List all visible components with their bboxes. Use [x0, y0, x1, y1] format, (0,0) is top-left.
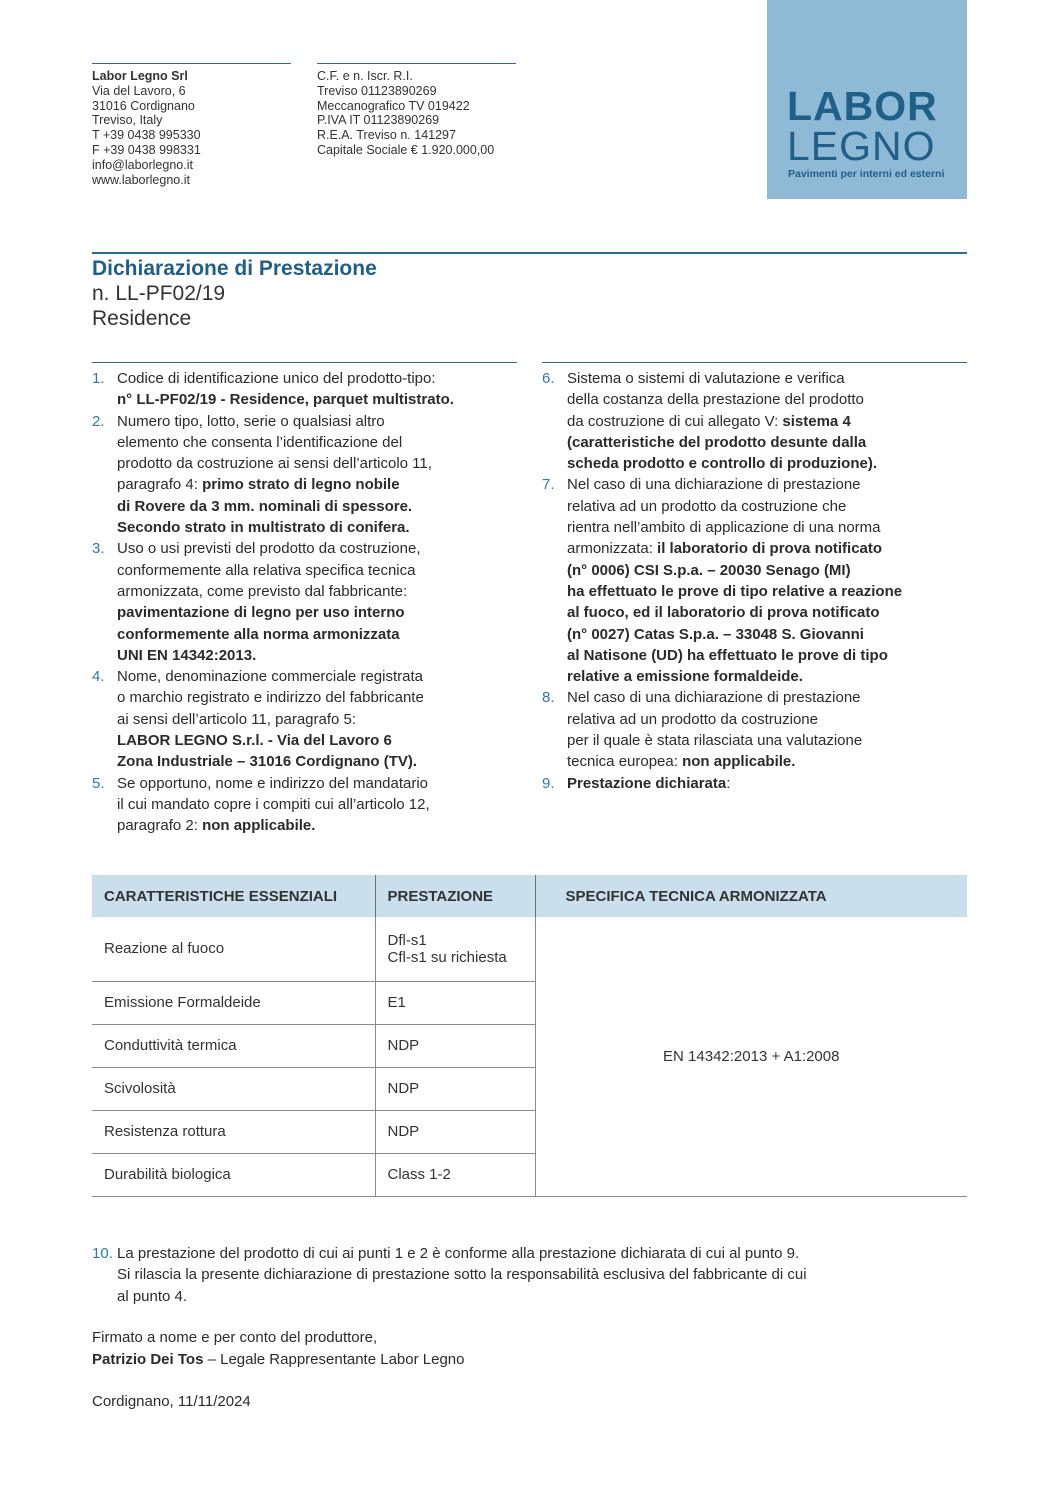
item-text: Zona Industriale – 31016 Cordignano (TV). — [117, 753, 418, 771]
item-line — [567, 560, 967, 581]
item-10-line: al punto 4. — [117, 1287, 188, 1305]
right-column-rule — [542, 362, 967, 363]
signatory-name: Patrizio Dei Tos — [92, 1351, 204, 1368]
cell-characteristic: Durabilità biologica — [92, 1153, 375, 1196]
performance-value: NDP — [387, 1037, 420, 1054]
company-name: Labor Legno Srl — [92, 69, 188, 83]
item-text: primo strato di legno nobile — [202, 476, 400, 494]
cell-performance — [375, 1153, 535, 1196]
item-line — [117, 815, 517, 836]
item-10-line: Si rilascia la presente dichiarazione di prestazione sotto la responsabilità esclusiva del fabbricante di cui — [117, 1266, 807, 1284]
item-line — [567, 389, 967, 410]
item-number: 9. — [542, 774, 555, 792]
item-text: tecnica europea: — [567, 753, 683, 771]
performance-table — [92, 875, 967, 1197]
cell-performance — [375, 1067, 535, 1110]
company-website: www.laborlegno.it — [92, 172, 190, 187]
cell-performance — [375, 917, 535, 981]
item-text: Codice di identificazione unico del prodotto-tipo: — [117, 370, 436, 387]
performance-value: E1 — [387, 994, 406, 1011]
item-text: pavimentazione di legno per uso interno — [117, 604, 405, 622]
document-number: n. LL-PF02/19 — [92, 282, 226, 305]
item-line — [117, 602, 517, 623]
item-line — [117, 751, 517, 772]
item-text: relativa ad un prodotto da costruzione che — [567, 497, 847, 515]
item-text: non applicabile. — [682, 753, 796, 771]
performance-value: Class 1-2 — [387, 1166, 451, 1183]
item-text: per il quale è stata rilasciata una valutazione — [567, 732, 863, 750]
item-10 — [92, 1243, 807, 1307]
cell-performance — [375, 981, 535, 1024]
item-text: al Natisone (UD) ha effettuato le prove di tipo — [567, 646, 888, 664]
registry-line: Meccanografico TV 019422 — [317, 98, 470, 113]
signature-line — [92, 1351, 464, 1368]
item-line — [117, 773, 517, 794]
item-text: Nel caso di una dichiarazione di prestazione — [567, 476, 861, 494]
cell-characteristic: Conduttività termica — [92, 1024, 375, 1067]
item-text: Uso o usi previsti del prodotto da costruzione, — [117, 540, 421, 558]
item-line — [567, 538, 967, 559]
item-text: Sistema o sistemi di valutazione e verifica — [567, 370, 845, 387]
header-characteristics: CARATTERISTICHE ESSENZIALI — [92, 875, 375, 917]
item-text: Prestazione dichiarata — [567, 774, 727, 792]
item-line — [567, 517, 967, 538]
item-line — [117, 517, 517, 538]
list-item — [92, 538, 517, 666]
document-product: Residence — [92, 307, 192, 330]
signature-intro: Firmato a nome e per conto del produttore, — [92, 1329, 378, 1346]
place-date: Cordignano, 11/11/2024 — [92, 1393, 251, 1410]
item-text: al fuoco, ed il laboratorio di prova notificato — [567, 604, 880, 622]
company-address-street: Via del Lavoro, 6 — [92, 83, 186, 98]
performance-value: NDP — [387, 1080, 420, 1097]
item-text: da costruzione di cui allegato V: — [567, 412, 783, 430]
registry-line: Treviso 01123890269 — [317, 83, 437, 98]
cell-performance — [375, 1024, 535, 1067]
item-text: elemento che consenta l’identificazione del — [117, 433, 403, 451]
table-header-row — [92, 875, 967, 917]
item-text: di Rovere da 3 mm. nominali di spessore. — [117, 497, 413, 515]
company-address-city: 31016 Cordignano — [92, 98, 195, 113]
registry-line: R.E.A. Treviso n. 141297 — [317, 128, 456, 143]
item-text: conformemente alla relativa specifica tecnica — [117, 561, 416, 579]
logo-word-legno: LEGNO — [787, 123, 936, 169]
item-line — [117, 581, 517, 602]
item-number: 6. — [542, 370, 555, 387]
item-text: armonizzata, come previsto dal fabbricante: — [117, 582, 408, 600]
item-line — [117, 474, 517, 495]
item-text: Se opportuno, nome e indirizzo del mandatario — [117, 774, 429, 792]
item-text: Nome, denominazione commerciale registrata — [117, 668, 423, 686]
item-number: 3. — [92, 540, 105, 558]
item-number: 4. — [92, 668, 105, 686]
item-text: n° LL-PF02/19 - Residence, parquet multistrato. — [117, 391, 454, 409]
registry-line: P.IVA IT 01123890269 — [317, 113, 440, 128]
cell-characteristic: Emissione Formaldeide — [92, 981, 375, 1024]
registry-line: Capitale Sociale € 1.920.000,00 — [317, 142, 495, 157]
cell-characteristic: Resistenza rottura — [92, 1110, 375, 1153]
item-line — [567, 666, 967, 687]
item-line — [117, 432, 517, 453]
item-text: sistema 4 — [782, 412, 851, 430]
table-row — [92, 917, 967, 981]
item-line — [567, 368, 967, 389]
item-text: : — [726, 774, 731, 792]
item-number: 10. — [92, 1245, 113, 1262]
document-title: Dichiarazione di Prestazione — [92, 257, 377, 280]
performance-value: Dfl-s1 — [387, 931, 427, 949]
company-email: info@laborlegno.it — [92, 157, 193, 172]
registry-line: C.F. e n. Iscr. R.I. — [317, 69, 413, 83]
performance-value: Cfl-s1 su richiesta — [387, 948, 507, 966]
item-number: 2. — [92, 412, 105, 430]
item-number: 5. — [92, 774, 105, 792]
item-text: ha effettuato le prove di tipo relative a reazione — [567, 582, 903, 600]
cell-specification: EN 14342:2013 + A1:2008 — [535, 917, 967, 1196]
list-item — [542, 773, 967, 794]
item-text: paragrafo 2: — [117, 817, 203, 835]
item-number: 7. — [542, 476, 555, 494]
item-line — [117, 624, 517, 645]
item-line — [567, 581, 967, 602]
item-line — [117, 368, 517, 389]
item-text: (caratteristiche del prodotto desunte dalla — [567, 433, 867, 451]
item-line — [567, 474, 967, 495]
item-text: paragrafo 4: — [117, 476, 203, 494]
item-text: scheda prodotto e controllo di produzione). — [567, 455, 877, 473]
brand-logo — [767, 0, 967, 199]
item-line — [117, 538, 517, 559]
item-text: rientra nell’ambito di applicazione di una norma — [567, 519, 881, 537]
item-text: Numero tipo, lotto, serie o qualsiasi altro — [117, 412, 385, 430]
item-text: il cui mandato copre i compiti cui all’articolo 12, — [117, 795, 430, 813]
item-line — [117, 687, 517, 708]
item-line — [117, 666, 517, 687]
item-text: armonizzata: — [567, 540, 658, 558]
item-text: UNI EN 14342:2013. — [117, 646, 257, 664]
item-line — [567, 709, 967, 730]
company-phone: T +39 0438 995330 — [92, 128, 201, 143]
list-item — [92, 773, 517, 837]
company-contact — [92, 69, 201, 187]
logo-tagline: Pavimenti per interni ed esterni — [788, 168, 945, 180]
item-line — [117, 560, 517, 581]
item-text: La prestazione del prodotto di cui ai punti 1 e 2 è conforme alla prestazione dichiarata di cui al punto 9. — [117, 1245, 800, 1262]
item-line — [117, 645, 517, 666]
item-text: relativa ad un prodotto da costruzione — [567, 710, 818, 728]
item-number: 8. — [542, 689, 555, 707]
logo-word-labor: LABOR — [787, 83, 938, 129]
title-rule — [92, 252, 967, 254]
item-line — [567, 602, 967, 623]
item-line — [567, 687, 967, 708]
item-line — [117, 730, 517, 751]
item-text: relative a emissione formaldeide. — [567, 668, 803, 686]
item-line — [567, 751, 967, 772]
list-item — [92, 666, 517, 772]
header-specification: SPECIFICA TECNICA ARMONIZZATA — [535, 875, 967, 917]
performance-value: NDP — [387, 1123, 420, 1140]
list-item — [92, 411, 517, 539]
cell-characteristic: Reazione al fuoco — [92, 917, 375, 981]
item-10-line — [92, 1243, 807, 1264]
item-line — [567, 432, 967, 453]
header-rule-middle — [317, 63, 516, 64]
item-text: Secondo strato in multistrato di conifera. — [117, 519, 410, 537]
item-text: LABOR LEGNO S.r.l. - Via del Lavoro 6 — [117, 732, 392, 750]
item-line — [567, 645, 967, 666]
item-line — [117, 411, 517, 432]
left-column-rule — [92, 362, 517, 363]
item-line — [117, 794, 517, 815]
list-item — [542, 368, 967, 474]
item-line — [567, 411, 967, 432]
item-text: prodotto da costruzione ai sensi dell’articolo 11, — [117, 455, 432, 473]
item-line — [117, 389, 517, 410]
signatory-role: – Legale Rappresentante Labor Legno — [203, 1351, 465, 1368]
item-text: (n° 0006) CSI S.p.a. – 20030 Senago (MI) — [567, 561, 851, 579]
item-text: ai sensi dell’articolo 11, paragrafo 5: — [117, 710, 357, 728]
item-text: o marchio registrato e indirizzo del fabbricante — [117, 689, 424, 707]
item-text: il laboratorio di prova notificato — [657, 540, 883, 558]
item-line — [117, 496, 517, 517]
item-line — [567, 773, 967, 794]
header-rule-left — [92, 63, 291, 64]
items-right-column — [542, 368, 967, 794]
item-text: conformemente alla norma armonizzata — [117, 625, 400, 643]
company-registry — [317, 69, 494, 158]
item-text: della costanza della prestazione del prodotto — [567, 391, 864, 409]
list-item — [542, 687, 967, 772]
list-item — [92, 368, 517, 411]
cell-characteristic: Scivolosità — [92, 1067, 375, 1110]
item-line — [567, 624, 967, 645]
company-address-country: Treviso, Italy — [92, 113, 163, 128]
item-line — [567, 453, 967, 474]
item-line — [117, 709, 517, 730]
item-text: Nel caso di una dichiarazione di prestazione — [567, 689, 861, 707]
company-fax: F +39 0438 998331 — [92, 142, 201, 157]
item-text: (n° 0027) Catas S.p.a. – 33048 S. Giovanni — [567, 625, 864, 643]
item-line — [567, 730, 967, 751]
item-number: 1. — [92, 370, 105, 387]
item-line — [117, 453, 517, 474]
items-left-column — [92, 368, 517, 837]
header-performance: PRESTAZIONE — [375, 875, 535, 917]
list-item — [542, 474, 967, 687]
cell-performance — [375, 1110, 535, 1153]
item-text: non applicabile. — [202, 817, 316, 835]
item-line — [567, 496, 967, 517]
